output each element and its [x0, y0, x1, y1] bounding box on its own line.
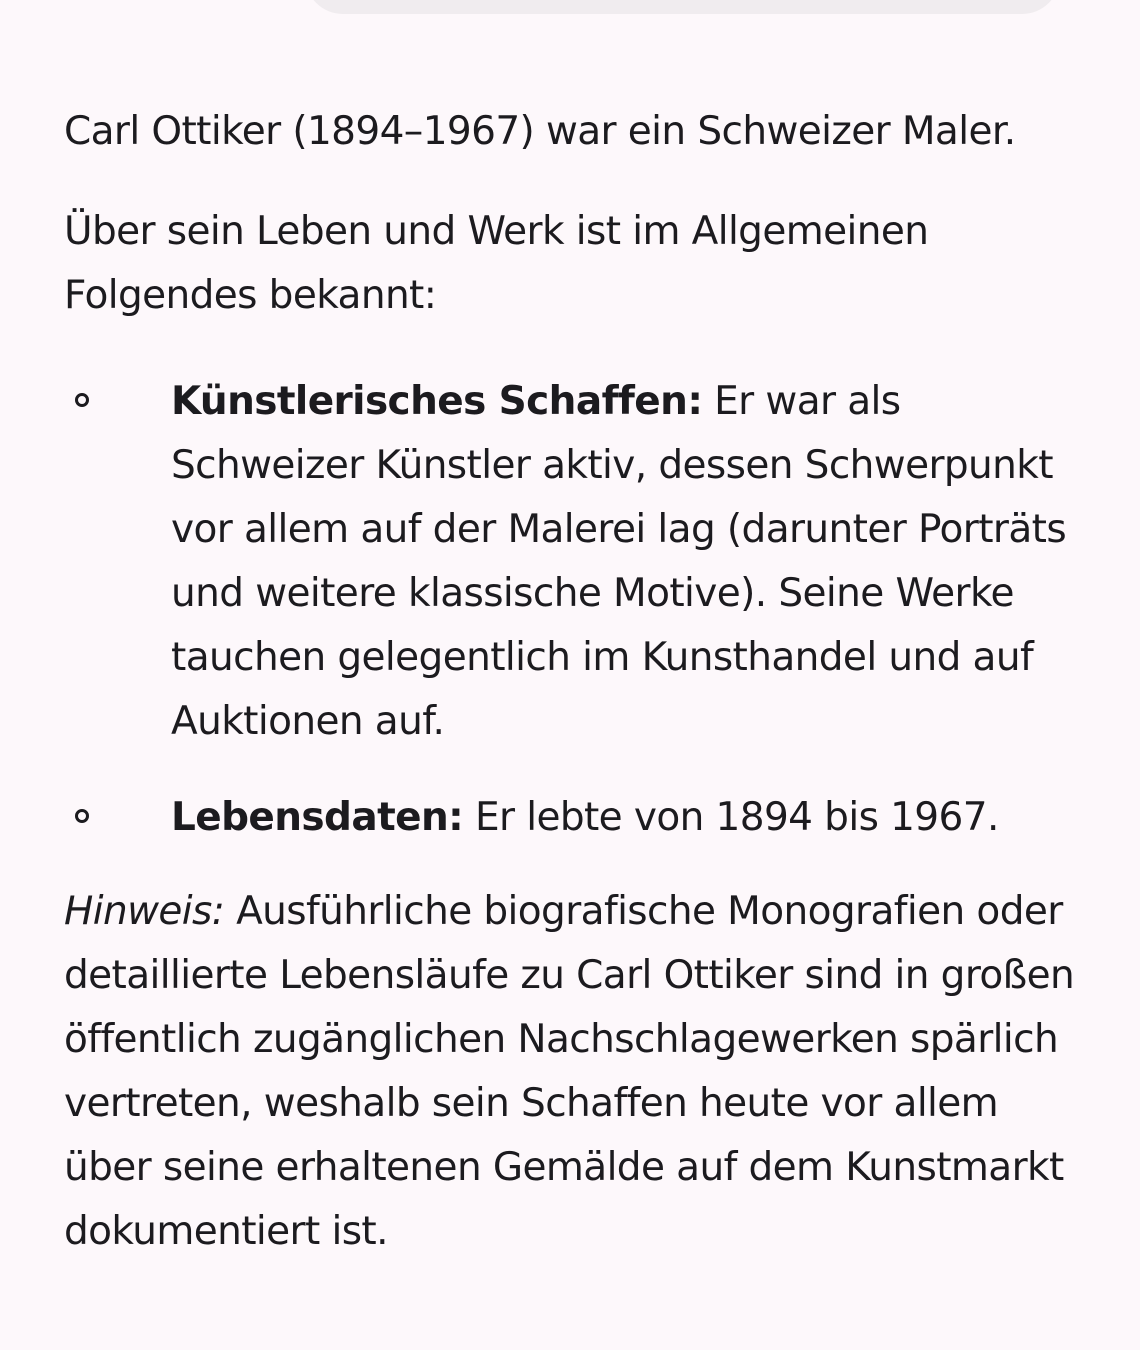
- note-label: Hinweis:: [64, 889, 225, 934]
- previous-message-bubble: [305, 0, 1060, 14]
- intro-paragraph: Carl Ottiker (1894–1967) war ein Schweizer Maler.: [64, 109, 1016, 154]
- fact-list-item-life-dates: [64, 786, 1094, 850]
- fact-label: Lebensdaten:: [171, 795, 464, 840]
- hollow-bullet-icon: [75, 393, 89, 407]
- fact-text: Er war als Schweizer Künstler aktiv, dessen Schwerpunkt vor allem auf der Malerei lag (darunter Porträts und weitere klassische Motive). Seine Werke tauchen gelegentlich im Kunsthandel und auf Auktionen auf.: [171, 379, 1067, 744]
- fact-text: Er lebte von 1894 bis 1967.: [463, 795, 999, 840]
- fact-list-item-creative-work: [64, 370, 1094, 754]
- assistant-response: [64, 100, 1094, 1264]
- hollow-bullet-icon: [75, 809, 89, 823]
- fact-list: [64, 370, 1094, 850]
- lead-paragraph: Über sein Leben und Werk ist im Allgemeinen Folgendes bekannt:: [64, 209, 929, 318]
- note-paragraph: [64, 880, 1094, 1264]
- fact-label: Künstlerisches Schaffen:: [171, 379, 703, 424]
- note-text: Ausführliche biografische Monografien oder detaillierte Lebensläufe zu Carl Ottiker sind in großen öffentlich zugänglichen Nachschlagewerken spärlich vertreten, weshalb sein Schaffen heute vor allem über seine erhaltenen Gemälde auf dem Kunstmarkt dokumentiert ist.: [64, 889, 1075, 1254]
